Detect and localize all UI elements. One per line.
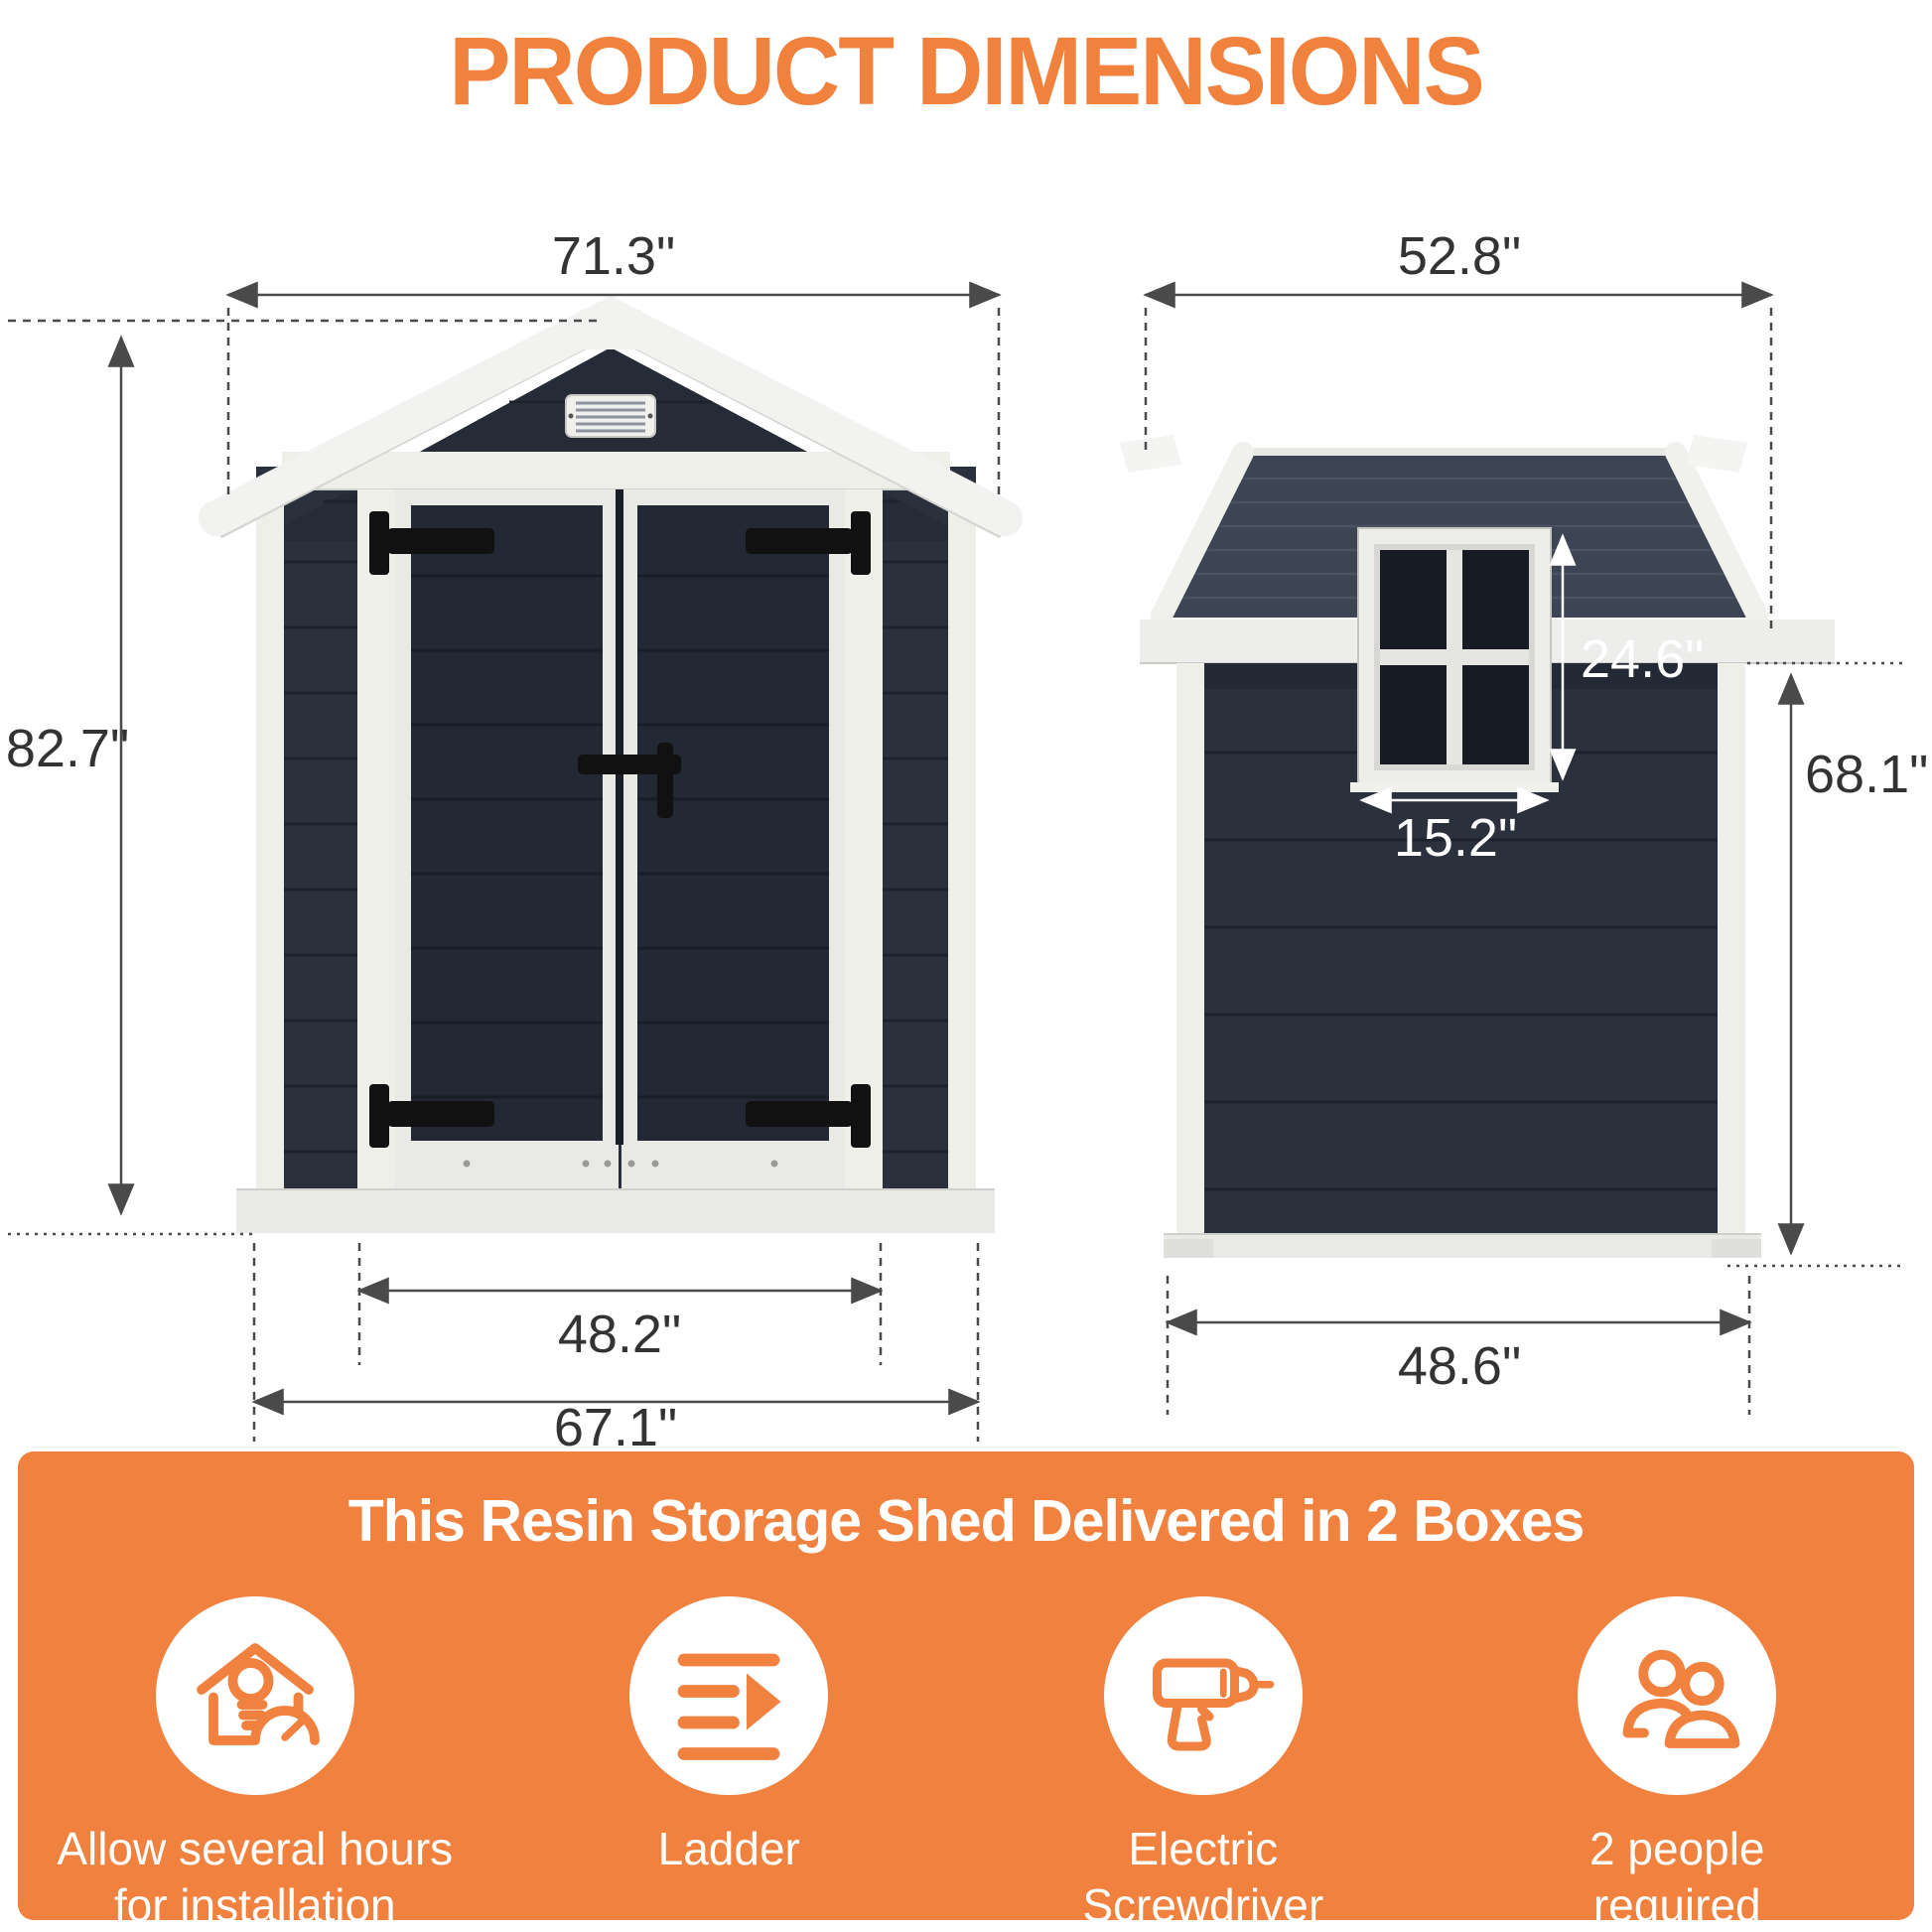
feature-label-line2: for installation [113, 1879, 396, 1932]
side-window [1350, 528, 1559, 792]
dim-front-roof-width: 71.3" [551, 226, 676, 286]
banner-title: This Resin Storage Shed Delivered in 2 Boxes [347, 1488, 1585, 1554]
dim-front-overall-height: 82.7" [5, 719, 130, 778]
dim-side-base-depth: 48.6" [1397, 1336, 1522, 1396]
side-peak-cap-left [1120, 435, 1181, 473]
dim-front-door-width: 48.2" [557, 1305, 682, 1364]
dim-window-width: 15.2" [1393, 808, 1518, 868]
page-title: PRODUCT DIMENSIONS [449, 17, 1483, 125]
feature-electric-screwdriver [1082, 1596, 1323, 1932]
feature-installation [57, 1596, 453, 1932]
feature-ladder [629, 1596, 828, 1932]
gable-vent [566, 395, 655, 437]
feature-label-line2: Screwdriver [1082, 1879, 1324, 1932]
feature-label-line1: 2 people [1589, 1823, 1765, 1874]
two-people-icon [1602, 1621, 1751, 1770]
feature-label-line2: required [1592, 1879, 1761, 1932]
dim-side-wall-height: 68.1" [1805, 745, 1929, 804]
door-panel-left [411, 505, 603, 1141]
feature-list [18, 1596, 1914, 1932]
side-corner-trim-right [1718, 663, 1745, 1234]
dim-window-height: 24.6" [1581, 629, 1705, 689]
feature-label-line1: Ladder [657, 1823, 800, 1874]
delivery-banner [18, 1451, 1914, 1932]
feature-label-line1: Allow several hours [57, 1823, 454, 1874]
house-installation-icon [181, 1621, 330, 1770]
front-corner-trim-left [256, 491, 284, 1189]
door-center-gap [616, 489, 623, 1145]
front-base-slab [236, 1189, 995, 1233]
side-corner-trim-left [1176, 663, 1204, 1234]
front-view [216, 310, 1005, 1233]
feature-two-people [1578, 1596, 1776, 1932]
front-corner-trim-right [948, 491, 976, 1189]
side-base-slab [1164, 1234, 1761, 1258]
door-panel-right [637, 505, 829, 1141]
feature-label-line1: Electric [1128, 1823, 1279, 1874]
roof-peak-cap [572, 310, 649, 349]
ladder-icon [654, 1621, 803, 1770]
dim-side-roof-depth: 52.8" [1397, 226, 1522, 286]
electric-screwdriver-icon [1129, 1621, 1278, 1770]
dim-front-base-width: 67.1" [553, 1398, 678, 1451]
